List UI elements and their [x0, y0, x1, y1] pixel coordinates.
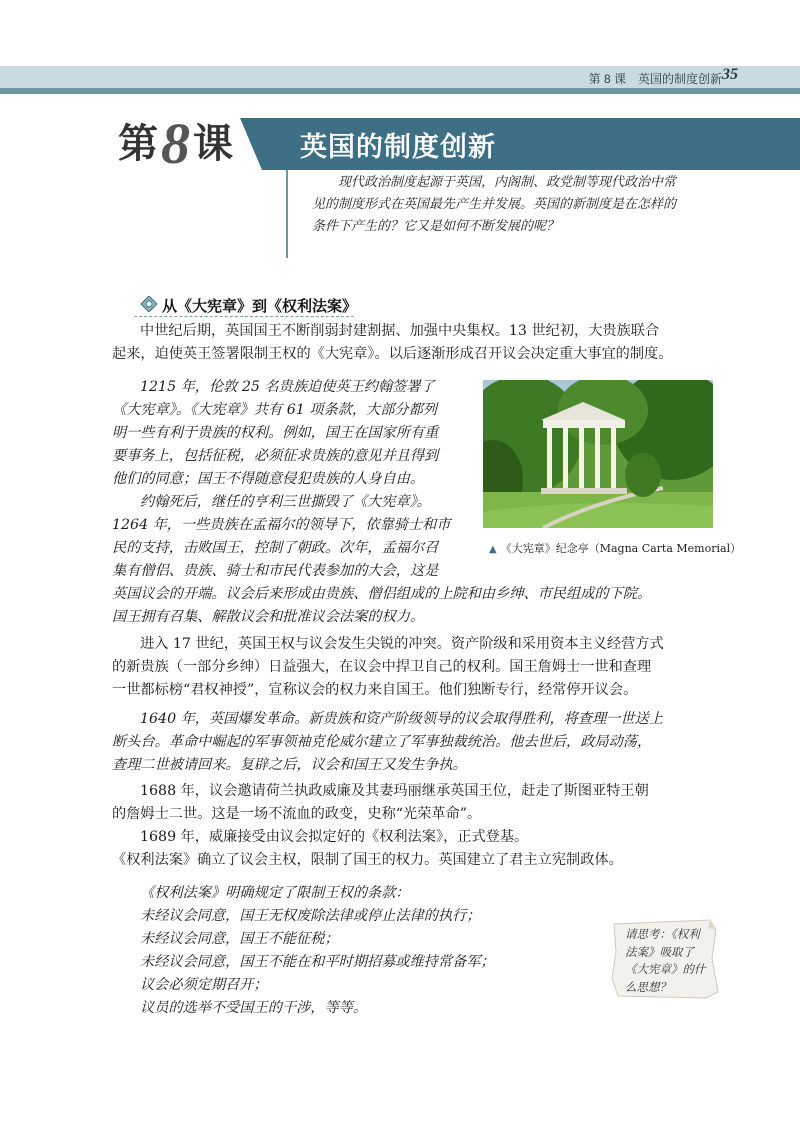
text-line: 英国议会的开端。议会后来形成由贵族、僧侣组成的上院和由乡绅、市民组成的下院。	[112, 586, 652, 602]
think-note	[625, 926, 709, 996]
intro-rule	[286, 170, 288, 258]
lesson-prefix: 第	[118, 120, 159, 167]
text-line: 约翰死后，继任的亨利三世撕毁了《大宪章》。	[140, 494, 431, 510]
text-line: 断头台。革命中崛起的军事领袖克伦威尔建立了军事独裁统治。他去世后，政局动荡，	[112, 734, 652, 750]
text-line: 1688 年，议会邀请荷兰执政威廉及其妻玛丽继承英国王位，赶走了斯图亚特王朝	[140, 783, 649, 799]
note-line: 《大宪章》的什	[625, 962, 706, 976]
lesson-suffix: 课	[193, 120, 234, 167]
header-rule	[0, 88, 800, 94]
excerpt-line: 未经议会同意，国王不能征税；	[140, 931, 339, 947]
text-line: 一世都标榜“君权神授”，宣称议会的权力来自国王。他们独断专行，经常停开议会。	[112, 682, 638, 698]
text-line: 起来，迫使英王签署限制王权的《大宪章》。以后逐渐形成召开议会决定重大事宜的制度。	[112, 346, 673, 362]
running-header: 第 8 课 英国的制度创新	[588, 72, 722, 86]
text-line: 1264 年，一些贵族在孟福尔的领导下，依靠骑士和市	[112, 517, 451, 533]
section-icon	[141, 296, 157, 312]
excerpt-line: 《权利法案》明确规定了限制王权的条款：	[140, 885, 410, 901]
text-line: 查理二世被请回来。复辟之后，议会和国王又发生争执。	[112, 757, 467, 773]
text-line: 1640 年，英国爆发革命。新贵族和资产阶级领导的议会取得胜利，将查理一世送上	[140, 711, 663, 727]
excerpt-line: 议员的选举不受国王的干涉，等等。	[140, 1000, 368, 1016]
text-line: 《权利法案》确立了议会主权，限制了国王的权力。英国建立了君主立宪制政体。	[112, 852, 623, 868]
note-line: 请思考：《权利	[625, 927, 700, 941]
excerpt-line: 未经议会同意，国王不能在和平时期招募或维持常备军；	[140, 954, 495, 970]
photo-caption	[489, 540, 741, 556]
intro-text: 现代政治制度起源于英国，内阁制、政党制等现代政治中常见的制度形式在英国最先产生并发展。英国的新制度是在怎样的条件下产生的？它又是如何不断发展的呢？	[312, 175, 677, 234]
text-line: 的新贵族（一部分乡绅）日益强大，在议会中捍卫自己的权利。国王詹姆士一世和查理	[112, 659, 652, 675]
excerpt-line: 未经议会同意，国王无权废除法律或停止法律的执行；	[140, 908, 481, 924]
text-line: 的詹姆士二世。这是一场不流血的政变，史称“光荣革命”。	[112, 806, 482, 822]
text-line: 要事务上，包括征税，必须征求贵族的意见并且得到	[112, 448, 439, 464]
caption-text: 《大宪章》纪念亭（Magna Carta Memorial）	[500, 542, 742, 555]
text-line: 国王拥有召集、解散议会和批准议会法案的权力。	[112, 609, 425, 625]
lesson-digit: 8	[161, 111, 191, 176]
caption-triangle-icon: ▲	[489, 544, 497, 555]
memorial-photo	[483, 380, 713, 528]
text-line: 集有僧侣、贵族、骑士和市民代表参加的大会，这是	[112, 563, 439, 579]
note-line: 么思想？	[625, 979, 671, 994]
text-line: 明一些有利于贵族的权利。例如，国王在国家所有重	[112, 425, 439, 441]
text-line: 1689 年，威廉接受由议会拟定好的《权利法案》，正式登基。	[140, 829, 529, 845]
lesson-number	[118, 110, 234, 177]
excerpt-line: 议会必须定期召开；	[140, 977, 268, 993]
text-line: 1215 年，伦敦 25 名贵族迫使英王约翰签署了	[140, 379, 435, 395]
text-line: 进入 17 世纪，英国王权与议会发生尖锐的冲突。资产阶级和采用资本主义经营方式	[140, 636, 664, 652]
page-number: 35	[722, 66, 738, 83]
section-underline	[134, 316, 354, 317]
text-line: 中世纪后期，英国国王不断削弱封建割据、加强中央集权。13 世纪初，大贵族联合	[140, 323, 660, 339]
lesson-title: 英国的制度创新	[300, 132, 496, 163]
note-line: 法案》吸取了	[625, 944, 694, 959]
text-line: 《大宪章》。《大宪章》共有 61 项条款，大部分都列	[112, 402, 437, 418]
text-line: 民的支持，击败国王，控制了朝政。次年，孟福尔召	[112, 540, 439, 556]
section-title: 从《大宪章》到《权利法案》	[162, 297, 358, 315]
text-line: 他们的同意；国王不得随意侵犯贵族的人身自由。	[112, 471, 425, 487]
